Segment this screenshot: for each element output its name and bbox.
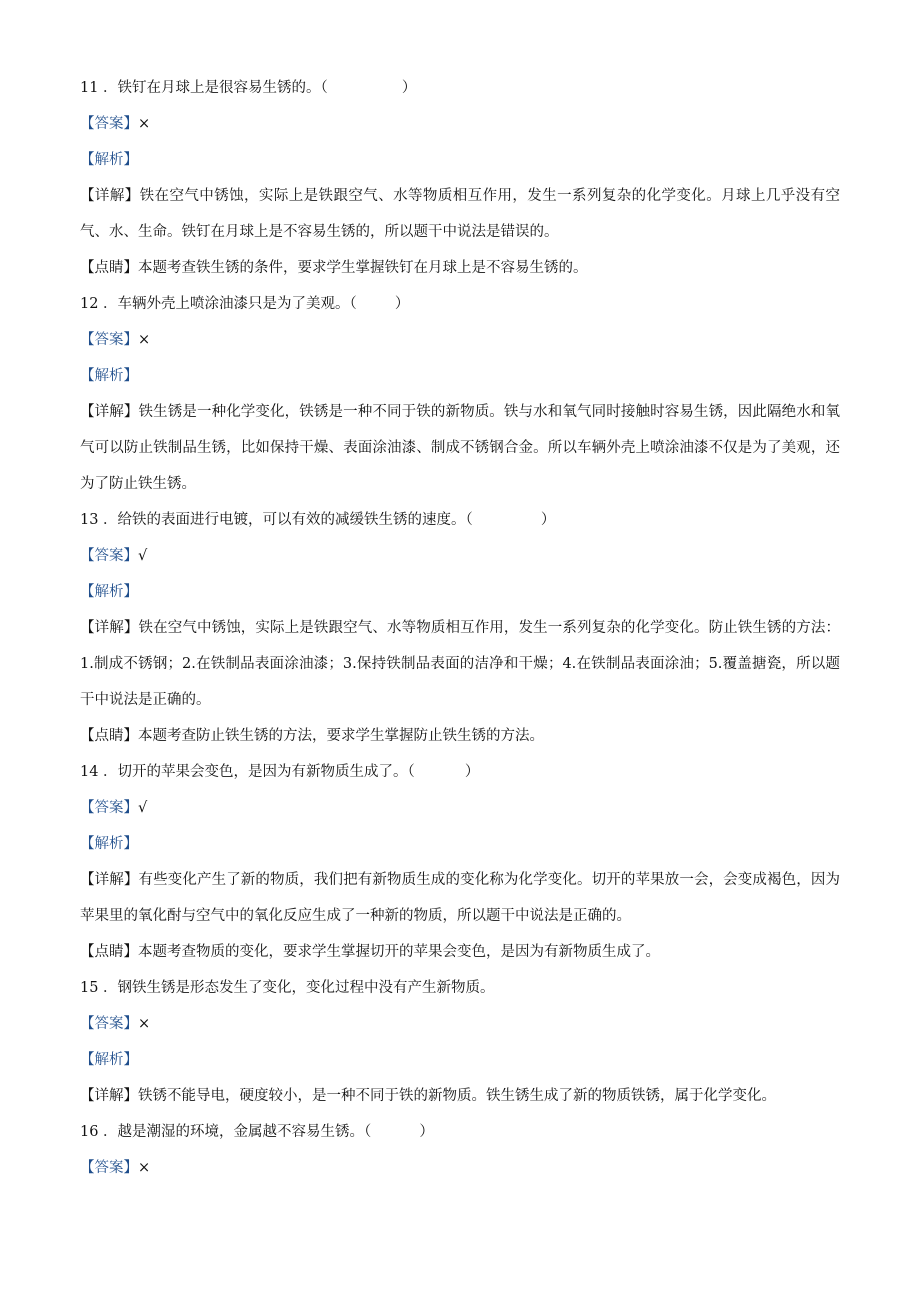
comment-text: 本题考查铁生锈的条件，要求学生掌握铁钉在月球上是不容易生锈的。 <box>138 260 588 276</box>
question-4 <box>80 754 840 790</box>
comment-label: 【点睛】 <box>80 944 138 960</box>
analysis-line <box>80 142 840 178</box>
answer-label: 【答案】 <box>80 548 138 564</box>
answer-mark: × <box>138 1160 151 1176</box>
answer-label: 【答案】 <box>80 800 138 816</box>
detail-label: 【详解】 <box>80 1088 138 1104</box>
question-5 <box>80 970 840 1006</box>
question-text: 11 ．铁钉在月球上是很容易生锈的。（ <box>80 80 328 96</box>
answer-mark: × <box>138 116 151 132</box>
answer-mark: √ <box>138 548 148 564</box>
analysis-line <box>80 826 840 862</box>
answer-label: 【答案】 <box>80 1016 138 1032</box>
detail-label: 【详解】 <box>80 404 139 420</box>
comment-text: 本题考查物质的变化，要求学生掌握切开的苹果会变色，是因为有新物质生成了。 <box>138 944 660 960</box>
question-text: 16 ．越是潮湿的环境，金属越不容易生锈。（ <box>80 1124 372 1140</box>
question-text: 12 ．车辆外壳上喷涂油漆只是为了美观。（ <box>80 296 357 312</box>
detail-paragraph <box>80 178 840 250</box>
answer-mark: √ <box>138 800 148 816</box>
analysis-line <box>80 358 840 394</box>
closing-paren: ） <box>464 764 480 780</box>
detail-text: 铁锈不能导电，硬度较小，是一种不同于铁的新物质。铁生锈生成了新的物质铁锈，属于化学变化。 <box>138 1088 776 1104</box>
detail-text: 铁在空气中锈蚀，实际上是铁跟空气、水等物质相互作用，发生一系列复杂的化学变化。防止铁生锈的方法：1.制成不锈钢；2.在铁制品表面涂油漆；3.保持铁制品表面的洁净和干燥；4.在铁制品表面涂油；5.覆盖搪瓷，所以题干中说法是正确的。 <box>80 620 841 708</box>
comment-paragraph <box>80 250 840 286</box>
detail-text: 有些变化产生了新的物质，我们把有新物质生成的变化称为化学变化。切开的苹果放一会，会变成褐色，因为苹果里的氧化酎与空气中的氧化反应生成了一种新的物质，所以题干中说法是正确的。 <box>80 872 841 924</box>
question-1 <box>80 70 840 106</box>
closing-paren: ） <box>419 1124 434 1140</box>
answer-line <box>80 322 840 358</box>
closing-paren: ） <box>401 80 417 96</box>
comment-label: 【点睛】 <box>80 260 138 276</box>
answer-line <box>80 106 840 142</box>
comment-text: 本题考查防止铁生锈的方法，要求学生掌握防止铁生锈的方法。 <box>138 728 544 744</box>
document-page <box>80 70 840 1186</box>
closing-paren: ） <box>540 512 556 528</box>
detail-paragraph <box>80 862 840 934</box>
detail-paragraph <box>80 610 840 718</box>
detail-label: 【详解】 <box>80 872 139 888</box>
comment-paragraph <box>80 718 840 754</box>
comment-paragraph <box>80 934 840 970</box>
analysis-label: 【解析】 <box>80 836 138 852</box>
detail-label: 【详解】 <box>80 188 140 204</box>
question-text: 14 ．切开的苹果会变色，是因为有新物质生成了。（ <box>80 764 415 780</box>
answer-label: 【答案】 <box>80 116 138 132</box>
closing-paren: ） <box>394 296 410 312</box>
answer-mark: × <box>138 332 151 348</box>
analysis-label: 【解析】 <box>80 1052 138 1068</box>
question-text: 13 ．给铁的表面进行电镀，可以有效的减缓铁生锈的速度。（ <box>80 512 473 528</box>
answer-line <box>80 1006 840 1042</box>
answer-mark: × <box>138 1016 151 1032</box>
detail-text: 铁在空气中锈蚀，实际上是铁跟空气、水等物质相互作用，发生一系列复杂的化学变化。月球上几乎没有空气、水、生命。铁钉在月球上是不容易生锈的，所以题干中说法是错误的。 <box>80 188 840 240</box>
detail-paragraph <box>80 394 840 502</box>
question-2 <box>80 286 840 322</box>
analysis-line <box>80 574 840 610</box>
answer-label: 【答案】 <box>80 1160 138 1176</box>
answer-line <box>80 538 840 574</box>
analysis-line <box>80 1042 840 1078</box>
answer-line <box>80 1150 840 1186</box>
analysis-label: 【解析】 <box>80 152 138 168</box>
answer-label: 【答案】 <box>80 332 138 348</box>
analysis-label: 【解析】 <box>80 368 138 384</box>
detail-paragraph <box>80 1078 840 1114</box>
comment-label: 【点睛】 <box>80 728 138 744</box>
analysis-label: 【解析】 <box>80 584 138 600</box>
detail-text: 铁生锈是一种化学变化，铁锈是一种不同于铁的新物质。铁与水和氧气同时接触时容易生锈，因此隔绝水和氧气可以防止铁制品生锈，比如保持干燥、表面涂油漆、制成不锈钢合金。所以车辆外壳上喷涂油漆不仅是为了美观，还为了防止铁生锈。 <box>80 404 841 492</box>
detail-label: 【详解】 <box>80 620 139 636</box>
question-6 <box>80 1114 840 1150</box>
question-3 <box>80 502 840 538</box>
question-text: 15 ．钢铁生锈是形态发生了变化，变化过程中没有产生新物质。 <box>80 980 495 996</box>
answer-line <box>80 790 840 826</box>
